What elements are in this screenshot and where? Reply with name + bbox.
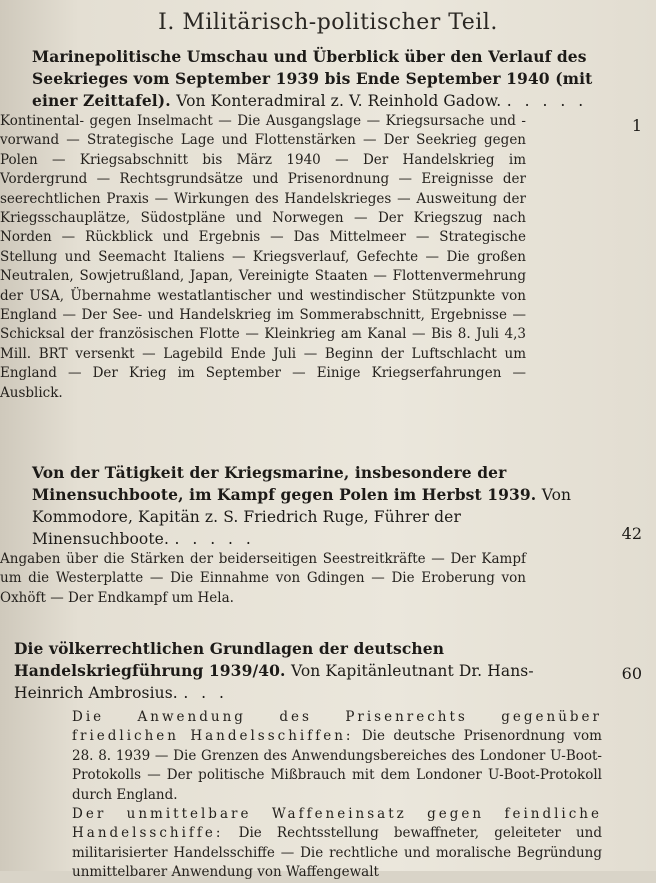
- toc-entry-2: [0, 462, 656, 608]
- entry-title-text: Marinepolitische Umschau und Überblick über den Verlauf des Seekrieges vom September 1939 bis Ende September 1940 (mit einer Zeittafel).: [32, 47, 593, 110]
- entry-summary: [72, 708, 602, 883]
- entry-summary: Kontinental- gegen Inselmacht — Die Ausgangslage — Kriegsursache und -vorwand — Strategische Lage und Flottenstärken — Der Seekrieg gegen Polen — Kriegsabschnitt bis März 1940 — Der Handelskrieg im Vordergrund — Rechtsgrundsätze und Prisenordnung — Ereignisse der seerechtlichen Praxis — Wirkungen des Handelskrieges — Ausweitung der Kriegsschauplätze, Südostpläne und Norwegen — Der Kriegszug nach Norden — Rückblick und Ergebnis — Das Mittelmeer — Strategische Stellung und Seemacht Italiens — Kriegsverlauf, Gefechte — Die großen Neutralen, Sowjetrußland, Japan, Vereinigte Staaten — Flottenvermehrung der USA, Übernahme westatlantischer und westindischer Stützpunkte von England — Der See- und Handelskrieg im Sommerabschnitt, Ergebnisse — Schicksal der französischen Flotte — Kleinkrieg am Kanal — Bis 8. Juli 4,3 Mill. BRT versenkt — Lagebild Ende Juli — Beginn der Luftschlacht um England — Der Krieg im September — Einige Kriegserfahrungen — Ausblick.: [0, 113, 526, 401]
- part-title: I. Militärisch-politischer Teil.: [158, 10, 498, 35]
- summary-section-b: [72, 805, 602, 883]
- summary-section-text: Die deutsche Prisenordnung vom 28. 8. 1939 — Die Grenzen des Anwendungsbereiches des Londoner U-Boot-Protokolls — Der politische Mißbrauch mit dem Londoner U-Boot-Protokoll durch England.: [72, 728, 602, 803]
- entry-title: [14, 638, 602, 704]
- toc-entry-1: [0, 46, 656, 403]
- toc-entry-3: [0, 638, 656, 883]
- leader-dots: . . . . .: [174, 530, 255, 548]
- entry-page-number: 42: [621, 524, 642, 543]
- entry-author: Von Konteradmiral z. V. Reinhold Gadow.: [176, 92, 502, 110]
- leader-dots: . . .: [183, 684, 228, 702]
- entry-summary: Angaben über die Stärken der beiderseitigen Seestreitkräfte — Der Kampf um die Westerplatte — Die Einnahme von Gdingen — Die Eroberung von Oxhöft — Der Endkampf um Hela.: [0, 551, 526, 606]
- entry-page-number: 60: [621, 664, 642, 683]
- leader-dots: . . . . .: [506, 92, 588, 110]
- summary-section-heading: Die Anwendung des Prisenrechts gegenüber friedlichen Handelsschiffen:: [72, 709, 602, 745]
- summary-section-a: [72, 708, 602, 805]
- summary-section-text: Die Rechtsstellung bewaffneter, geleiteter und militarisierter Handelsschiffe — Die rechtliche und moralische Begründung unmittelbarer Anwendung von Waffengewalt: [72, 825, 602, 881]
- entry-title: [32, 462, 602, 550]
- entry-author: Von Kommodore, Kapitän z. S. Friedrich Ruge, Führer der Minensuchboote.: [32, 486, 572, 548]
- entry-title-text: Von der Tätigkeit der Kriegsmarine, insbesondere der Minensuchboote, im Kampf gegen Polen im Herbst 1939.: [32, 463, 537, 504]
- entry-title: [32, 46, 602, 112]
- entry-author: Von Kapitänleutnant Dr. Hans-Heinrich Ambrosius.: [14, 662, 534, 702]
- summary-section-heading: Der unmittelbare Waffeneinsatz gegen feindliche Handelsschiffe:: [72, 806, 602, 842]
- entry-page-number: 1: [631, 116, 642, 135]
- entry-title-text: Die völkerrechtlichen Grundlagen der deutschen Handelskriegführung 1939/40.: [14, 639, 445, 680]
